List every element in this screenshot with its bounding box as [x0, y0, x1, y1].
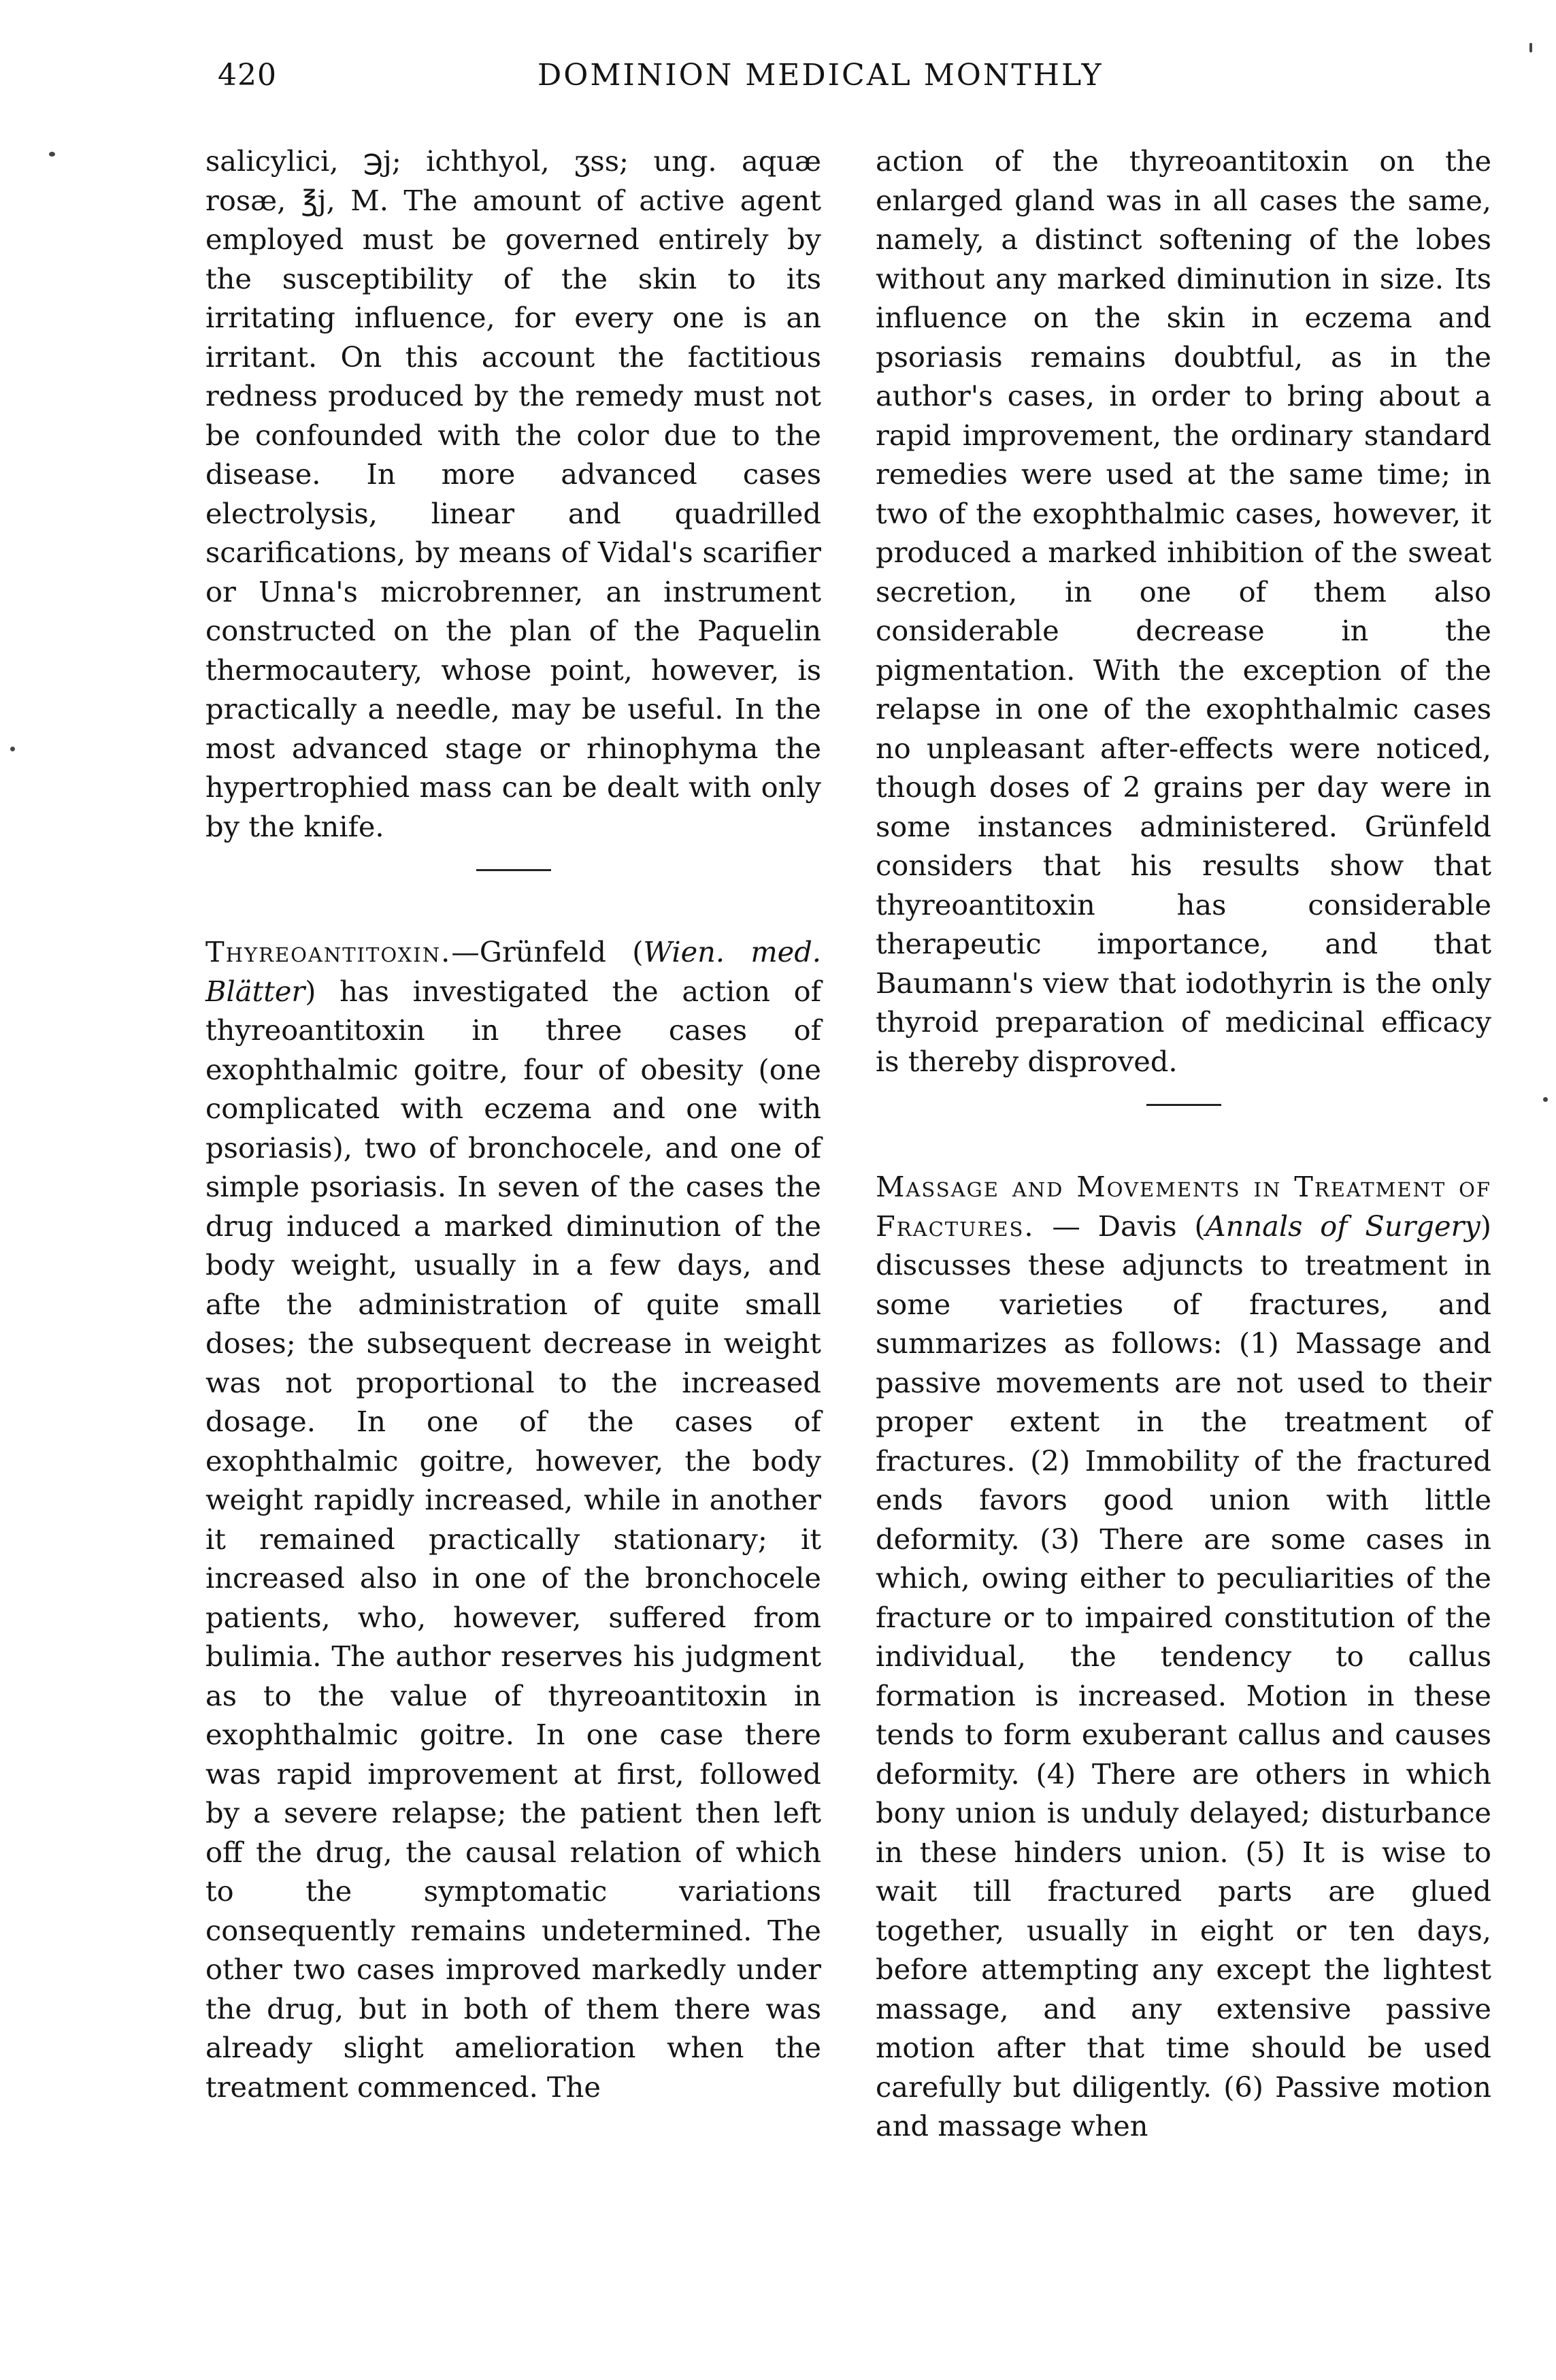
massage-article [876, 1167, 1491, 2146]
journal-citation: Wien. med. Blätter [205, 935, 821, 1008]
section-divider [1146, 1104, 1221, 1106]
page-number: 420 [218, 58, 277, 93]
right-continuation-paragraph: action of the thyreoantitoxin on the enlarged gland was in all cases the same, namely, a distinct softening of the lobes without any marked diminution in size. Its influence on the skin in eczema and psoriasis remains doubtful, as in the author's cases, in order to bring about a rapid improvement, the ordinary standard remedies were used at the same time; in two of the exophthalmic cases, however, it produced a marked inhibition of the sweat secretion, in one of them also considerable decrease in the pigmentation. With the exception of the relapse in one of the exophthalmic cases no unpleasant after-effects were noticed, though doses of 2 grains per day were in some instances administered. Grünfeld considers that his results show that thyreoantitoxin has considerable therapeutic importance, and that Baumann's view that iodothyrin is the only thyroid preparation of medicinal efficacy is thereby disproved. [876, 144, 1491, 1078]
article-heading: Massage and Movements in Treatment of Fractures. [876, 1170, 1491, 1243]
article-body: ) has investigated the action of thyreoantitoxin in three cases of exophthalmic goitre, four of obesity (one complicated with eczema and one with psoriasis), two of bronchocele, and one of simple psoriasis. In seven of the cases the drug induced a marked diminution of the body weight, usually in a few days, and afte the administration of quite small doses; the subsequent decrease in weight was not proportional to the increased dosage. In one of the cases of exophthalmic goitre, however, the body weight rapidly increased, while in another it remained practically stationary; it increased also in one of the bronchocele patients, who, however, suffered from bulimia. The author reserves his judgment as to the value of thyreoantitoxin in exophthalmic goitre. In one case there was rapid improvement at first, followed by a severe relapse; the patient then left off the drug, the causal relation of which to the symptomatic variations consequently remains undetermined. The other two cases improved markedly under the drug, but in both of them there was already slight amelioration when the treatment commenced. The [205, 974, 821, 2104]
left-continuation-paragraph: salicylici, ℈j; ichthyol, ʒss; ung. aquæ rosæ, ℥j, M. The amount of active agent employed must be governed entirely by the susceptibility of the skin to its irritating influence, for every one is an irritant. On this account the factitious redness produced by the remedy must not be confounded with the color due to the disease. In more advanced cases electrolysis, linear and quadrilled scarifications, by means of Vidal's scarifier or Unna's microbrenner, an instrument constructed on the plan of the Paquelin thermocautery, whose point, however, is practically a needle, may be useful. In the most advanced stage or rhinophyma the hypertrophied mass can be dealt with only by the knife. [205, 144, 821, 843]
left-column [205, 142, 821, 2106]
thyreoantitoxin-article [205, 932, 821, 2106]
scan-speck [1529, 43, 1532, 52]
running-title: DOMINION MEDICAL MONTHLY [537, 58, 1104, 93]
article-lead-dash: —Grünfeld ( [451, 935, 644, 968]
article-heading: Thyreoantitoxin. [205, 935, 452, 968]
scan-speck [10, 747, 15, 751]
scan-speck [49, 152, 55, 157]
scan-speck [1543, 1097, 1548, 1102]
right-column [876, 142, 1491, 2146]
section-divider [476, 869, 551, 871]
journal-citation: Annals of Surgery [1205, 1209, 1480, 1243]
article-lead-dash: — Davis ( [1034, 1209, 1206, 1243]
article-body: ) discusses these adjuncts to treatment in some varieties of fractures, and summarizes as follows: (1) Massage and passive movements are not used to their proper extent in the treatment of fractures. (2) Immobility of the fractured ends favors good union with little deformity. (3) There are some cases in which, owing either to peculiarities of the fracture or to impaired constitution of the individual, the tendency to callus formation is increased. Motion in these tends to form exuberant callus and causes deformity. (4) There are others in which bony union is unduly delayed; disturbance in these hinders union. (5) It is wise to wait till fractured parts are glued together, usually in eight or ten days, before attempting any except the lightest massage, and any extensive passive motion after that time should be used carefully but diligently. (6) Passive motion and massage when [876, 1209, 1491, 2142]
